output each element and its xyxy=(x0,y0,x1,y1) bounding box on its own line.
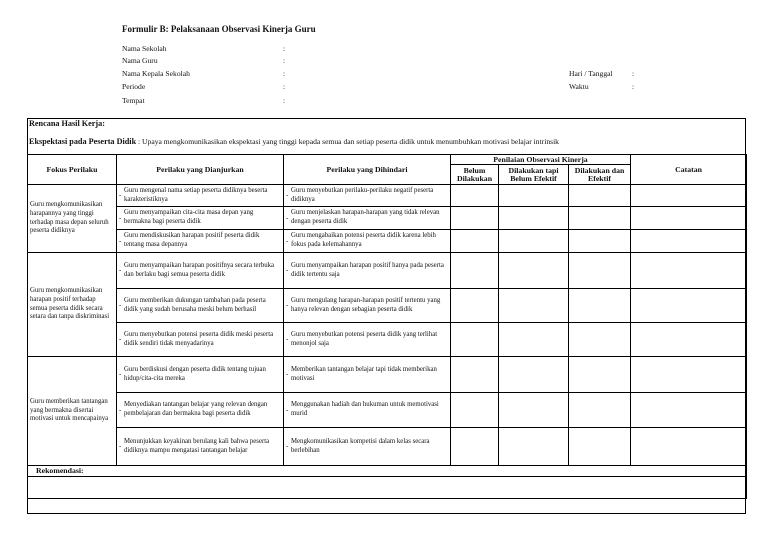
fokus-cell: Guru mengkomunikasikan harapannya yang tinggi terhadap masa depan seluruh peserta didiknya xyxy=(28,185,117,253)
dihindari-cell: - Mengkomunikasikan kompetisi dalam kelas secara berlebihan xyxy=(284,428,451,466)
score-belum-cell[interactable] xyxy=(451,289,499,323)
label-nama-sekolah: Nama Sekolah xyxy=(122,44,167,53)
header-dihindari: Perilaku yang Dihindari xyxy=(284,155,451,185)
score-efektif-cell[interactable] xyxy=(569,323,631,357)
rekomendasi-field[interactable] xyxy=(28,477,747,499)
dianjurkan-text: Guru menyampaikan harapan positifnya secara terbuka dan berlaku bagi semua peserta didik xyxy=(124,261,275,278)
score-belum-cell[interactable] xyxy=(451,230,499,253)
dianjurkan-text: Guru mendiskusikan harapan positif peserta didik tentang masa depannya xyxy=(124,232,260,248)
dihindari-text: Mengkomunikasikan kompetisi dalam kelas secara berlebihan xyxy=(291,437,430,454)
colon-nama-kepala-sekolah: : xyxy=(283,69,286,78)
dihindari-text: Guru mengulang harapan-harapan positif tertentu yang hanya relevan dengan sebagian peserta didik xyxy=(291,296,441,313)
score-belum-efektif-cell[interactable] xyxy=(499,428,569,466)
catatan-cell[interactable] xyxy=(631,393,747,428)
dianjurkan-cell: - Guru mendiskusikan harapan positif peserta didik tentang masa depannya xyxy=(117,230,284,253)
score-belum-cell[interactable] xyxy=(451,253,499,289)
fokus-cell: Guru memberikan tantangan yang bermakna disertai motivasi untuk mencapainya xyxy=(28,357,117,466)
dianjurkan-text: Guru memberikan dukungan tambahan pada peserta didik yang sudah berusaha meski belum berhasil xyxy=(124,296,266,313)
score-belum-cell[interactable] xyxy=(451,393,499,428)
label-tempat: Tempat xyxy=(122,96,145,105)
rekomendasi-area-row xyxy=(28,477,747,499)
score-belum-cell[interactable] xyxy=(451,323,499,357)
header-efektif: Dilakukan dan Efektif xyxy=(569,165,631,185)
form-title: Formulir B: Pelaksanaan Observasi Kinerja Guru xyxy=(122,24,316,34)
dihindari-text: Guru menjelaskan harapan-harapan yang tidak relevan dengan peserta didik xyxy=(291,209,440,225)
dianjurkan-cell: - Guru berdiskusi dengan peserta didik tentang tujuan hidup/cita-cita mereka xyxy=(117,357,284,393)
score-belum-efektif-cell[interactable] xyxy=(499,393,569,428)
colon-nama-sekolah: : xyxy=(283,44,286,53)
score-efektif-cell[interactable] xyxy=(569,393,631,428)
score-belum-efektif-cell[interactable] xyxy=(499,230,569,253)
rekomendasi-row xyxy=(28,466,747,477)
score-belum-cell[interactable] xyxy=(451,357,499,393)
catatan-cell[interactable] xyxy=(631,289,747,323)
table-row xyxy=(28,323,747,357)
observation-table xyxy=(27,154,747,499)
dianjurkan-text: Guru menyebutkan potensi peserta didik meski peserta didik sendiri tidak menyadarinya xyxy=(124,330,274,347)
dianjurkan-text: Guru berdiskusi dengan peserta didik tentang tujuan hidup/cita-cita mereka xyxy=(124,365,266,382)
dihindari-cell: - Guru menyebutkan potensi peserta didik yang terlihat menonjol saja xyxy=(284,323,451,357)
info-left xyxy=(122,43,292,113)
colon-hari-tanggal: : xyxy=(632,69,635,78)
score-belum-cell[interactable] xyxy=(451,207,499,230)
score-belum-efektif-cell[interactable] xyxy=(499,323,569,357)
dihindari-cell: - Guru mengabaikan potensi peserta didik karena lebih fokus pada kelemahannya xyxy=(284,230,451,253)
table-row xyxy=(28,253,747,289)
dianjurkan-cell: - Guru memberikan dukungan tambahan pada peserta didik yang sudah berusaha meski belum berhasil xyxy=(117,289,284,323)
dianjurkan-cell: - Guru mengenal nama setiap peserta didiknya beserta karakteristiknya xyxy=(117,185,284,207)
fokus-cell: Guru mengkomunikasikan harapan positif terhadap semua peserta didik secara setara dan tanpa diskriminasi xyxy=(28,253,117,357)
catatan-cell[interactable] xyxy=(631,185,747,207)
colon-periode: : xyxy=(283,82,286,91)
catatan-cell[interactable] xyxy=(631,428,747,466)
dihindari-cell: - Memberikan tantangan belajar tapi tidak memberikan motivasi xyxy=(284,357,451,393)
header-belum-dilakukan: Belum Dilakukan xyxy=(451,165,499,185)
dianjurkan-cell: - Guru menyampaikan cita-cita masa depan yang bermakna bagi peserta didik xyxy=(117,207,284,230)
label-waktu: Waktu xyxy=(569,82,589,91)
score-efektif-cell[interactable] xyxy=(569,428,631,466)
dihindari-text: Menggunakan hadiah dan hukuman untuk memotivasi murid xyxy=(291,401,439,417)
catatan-cell[interactable] xyxy=(631,230,747,253)
dihindari-cell: - Guru mengulang harapan-harapan positif tertentu yang hanya relevan dengan sebagian peserta didik xyxy=(284,289,451,323)
dihindari-cell: - Guru menyampaikan harapan positif hanya pada peserta didik tertentu saja xyxy=(284,253,451,289)
score-belum-efektif-cell[interactable] xyxy=(499,253,569,289)
score-efektif-cell[interactable] xyxy=(569,357,631,393)
score-efektif-cell[interactable] xyxy=(569,253,631,289)
score-efektif-cell[interactable] xyxy=(569,230,631,253)
rencana-hasil-kerja-label: Rencana Hasil Kerja: xyxy=(29,119,105,128)
score-belum-cell[interactable] xyxy=(451,428,499,466)
score-belum-efektif-cell[interactable] xyxy=(499,207,569,230)
dihindari-text: Guru menyebutkan perilaku-perilaku negatif peserta didiknya xyxy=(291,186,434,203)
dianjurkan-cell: - Menunjukkan keyakinan berulang kali bahwa peserta didiknya mampu mengatasi tantangan belajar xyxy=(117,428,284,466)
rekomendasi-label: Rekomendasi: xyxy=(28,466,747,477)
dianjurkan-text: Menyediakan tantangan belajar yang relevan dengan pembelajaran dan bermakna bagi peserta didik xyxy=(124,401,268,417)
dianjurkan-cell: - Guru menyebutkan potensi peserta didik meski peserta didik sendiri tidak menyadarinya xyxy=(117,323,284,357)
dihindari-cell: - Guru menjelaskan harapan-harapan yang tidak relevan dengan peserta didik xyxy=(284,207,451,230)
table-row xyxy=(28,428,747,466)
score-efektif-cell[interactable] xyxy=(569,185,631,207)
score-belum-cell[interactable] xyxy=(451,185,499,207)
dianjurkan-text: Guru menyampaikan cita-cita masa depan yang bermakna bagi peserta didik xyxy=(124,209,254,225)
label-nama-kepala-sekolah: Nama Kepala Sekolah xyxy=(122,69,190,78)
table-row xyxy=(28,185,747,207)
label-nama-guru: Nama Guru xyxy=(122,56,158,65)
dianjurkan-cell: - Menyediakan tantangan belajar yang relevan dengan pembelajaran dan bermakna bagi peserta didik xyxy=(117,393,284,428)
ekspektasi-text: : Upaya mengkomunikasikan ekspektasi yang tinggi kepada semua dan setiap peserta didik untuk menumbuhkan motivasi belajar intrinsik xyxy=(136,137,559,146)
table-row xyxy=(28,393,747,428)
catatan-cell[interactable] xyxy=(631,207,747,230)
header-belum-efektif: Dilakukan tapi Belum Efektif xyxy=(499,165,569,185)
header-dianjurkan: Perilaku yang Dianjurkan xyxy=(117,155,284,185)
ekspektasi-line xyxy=(29,137,559,146)
dianjurkan-text: Menunjukkan keyakinan berulang kali bahwa peserta didiknya mampu mengatasi tantangan belajar xyxy=(124,437,270,454)
label-periode: Periode xyxy=(122,82,146,91)
header-catatan: Catatan xyxy=(631,155,747,185)
table-row xyxy=(28,357,747,393)
table-row xyxy=(28,207,747,230)
catatan-cell[interactable] xyxy=(631,253,747,289)
dihindari-text: Memberikan tantangan belajar tapi tidak memberikan motivasi xyxy=(291,365,437,382)
dihindari-text: Guru menyampaikan harapan positif hanya pada peserta didik tertentu saja xyxy=(291,261,444,278)
label-hari-tanggal: Hari / Tanggal xyxy=(569,69,613,78)
ekspektasi-label: Ekspektasi pada Peserta Didik xyxy=(29,137,137,146)
colon-waktu: : xyxy=(632,82,635,91)
dianjurkan-text: Guru mengenal nama setiap peserta didiknya beserta karakteristiknya xyxy=(124,186,268,203)
header-penilaian: Penilaian Observasi Kinerja xyxy=(451,155,631,165)
score-belum-efektif-cell[interactable] xyxy=(499,289,569,323)
dihindari-text: Guru menyebutkan potensi peserta didik yang terlihat menonjol saja xyxy=(291,330,438,347)
dihindari-text: Guru mengabaikan potensi peserta didik karena lebih fokus pada kelemahannya xyxy=(291,232,436,248)
info-right xyxy=(569,68,649,94)
dihindari-cell: - Guru menyebutkan perilaku-perilaku negatif peserta didiknya xyxy=(284,185,451,207)
dianjurkan-cell: - Guru menyampaikan harapan positifnya secara terbuka dan berlaku bagi semua peserta didik xyxy=(117,253,284,289)
colon-nama-guru: : xyxy=(283,56,286,65)
header-fokus: Fokus Perilaku xyxy=(28,155,117,185)
catatan-cell[interactable] xyxy=(631,357,747,393)
table-row xyxy=(28,230,747,253)
score-belum-efektif-cell[interactable] xyxy=(499,185,569,207)
score-belum-efektif-cell[interactable] xyxy=(499,357,569,393)
dihindari-cell: - Menggunakan hadiah dan hukuman untuk memotivasi murid xyxy=(284,393,451,428)
score-efektif-cell[interactable] xyxy=(569,207,631,230)
table-row xyxy=(28,289,747,323)
score-efektif-cell[interactable] xyxy=(569,289,631,323)
catatan-cell[interactable] xyxy=(631,323,747,357)
colon-tempat: : xyxy=(283,96,286,105)
